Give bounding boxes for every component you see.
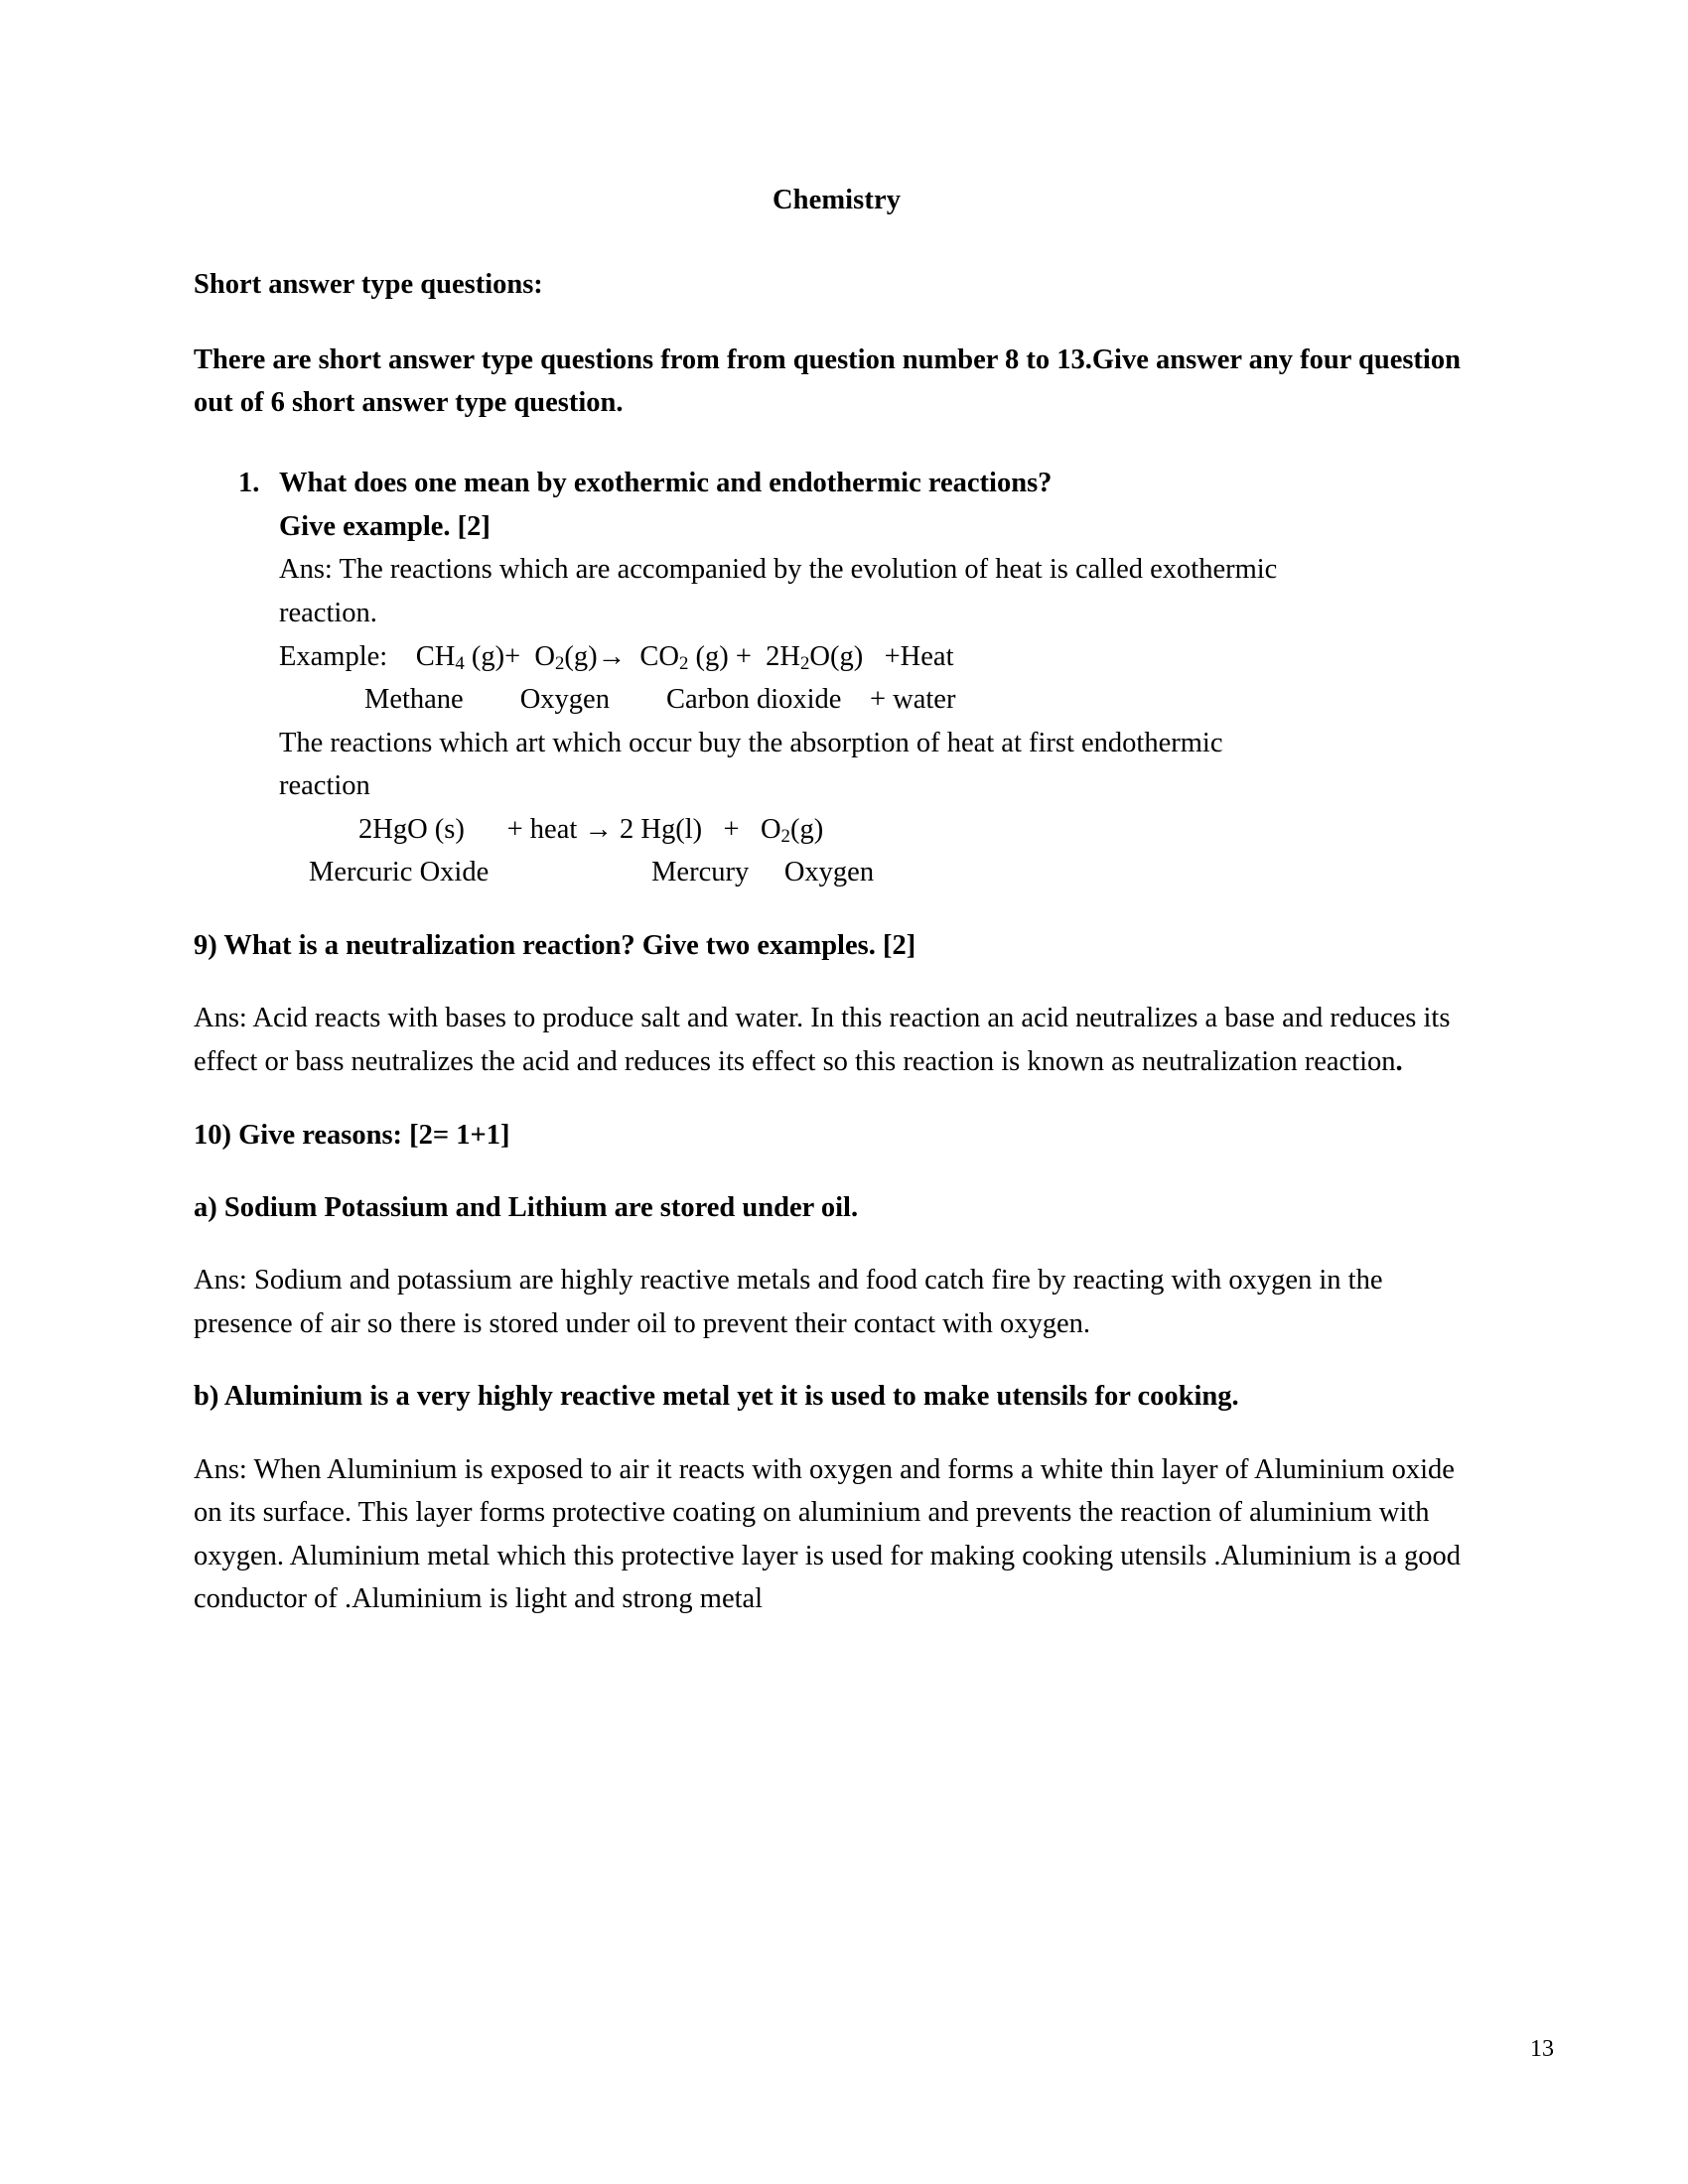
question-10a-answer: Ans: Sodium and potassium are highly reactive metals and food catch fire by reacting with oxygen in the presence of air so there is stored under oil to prevent their contact with oxygen.	[194, 1265, 1383, 1339]
instructions-paragraph: There are short answer type questions from from question number 8 to 13.Give answer any four question out of 6 short answer type question.	[194, 343, 1461, 418]
question-9-heading: 9) What is a neutralization reaction? Give two examples. [2]	[194, 930, 916, 962]
question-1-answer	[279, 548, 1479, 894]
subscript-2b: 2	[678, 652, 689, 674]
question-prompt	[279, 462, 1479, 548]
page-title: Chemistry	[772, 185, 902, 215]
section-label: Short answer type questions:	[194, 269, 543, 301]
question-prompt-line-1: What does one mean by exothermic and endothermic reactions?	[279, 468, 1053, 499]
endothermic-line-2: reaction	[279, 770, 370, 802]
question-list	[194, 462, 1479, 894]
question-9-answer-period: .	[1395, 1045, 1403, 1077]
question-number: 1.	[238, 468, 260, 499]
subscript-2c: 2	[800, 652, 810, 674]
equation-mercuric-oxide: 2HgO (s) + heat → 2 $Hg(l) + O_2(g)$	[358, 813, 824, 847]
question-item-1	[194, 462, 1479, 894]
question-9-answer	[194, 997, 1479, 1083]
document-content	[194, 184, 1479, 1621]
endothermic-line-1: The reactions which art which occur buy the absorption of heat at first endothermic	[279, 727, 1223, 758]
question-9-answer-text: Ans: Acid reacts with bases to produce salt and water. In this reaction an acid neutralizes a base and reduces its effect or bass neutralizes the acid and reduces its effect so this reaction is known as neutralization reaction	[194, 1003, 1451, 1077]
equation-combustion-names: Methane Oxygen Carbon dioxide + water	[364, 684, 956, 716]
equation-combustion: Example: $CH_4$ $(g)+ O_2(g)\to CO_2$ $(g) + 2H_2O(g)$ +Heat	[279, 640, 954, 674]
question-10a-heading: a) Sodium Potassium and Lithium are stored under oil.	[194, 1191, 859, 1223]
subscript-4: 4	[455, 652, 465, 674]
equation-mercuric-oxide-names: Mercuric Oxide Mercury Oxygen	[309, 857, 875, 888]
equation-label: Example:	[279, 640, 388, 672]
question-10b-answer: Ans: When Aluminium is exposed to air it reacts with oxygen and forms a white thin layer of Aluminium oxide on its surface. This layer forms protective coating on aluminium and prevents the reaction of aluminium with oxygen. Aluminium metal which this protective layer is used for making cooking utensils .Aluminium is a good conductor of .Aluminium is light and strong metal	[194, 1453, 1461, 1615]
subscript-2a: 2	[554, 652, 565, 674]
subscript-2d: 2	[780, 826, 790, 847]
question-prompt-line-2: Give example. [2]	[279, 510, 491, 542]
page-number: 13	[1530, 2036, 1554, 2062]
question-10-heading: 10) Give reasons: [2= 1+1]	[194, 1119, 510, 1151]
question-10b-heading: b) Aluminium is a very highly reactive metal yet it is used to make utensils for cooking.	[194, 1381, 1239, 1413]
answer-line-1: Ans: The reactions which are accompanied by the evolution of heat is called exothermic	[279, 554, 1278, 586]
answer-line-2: reaction.	[279, 597, 377, 628]
